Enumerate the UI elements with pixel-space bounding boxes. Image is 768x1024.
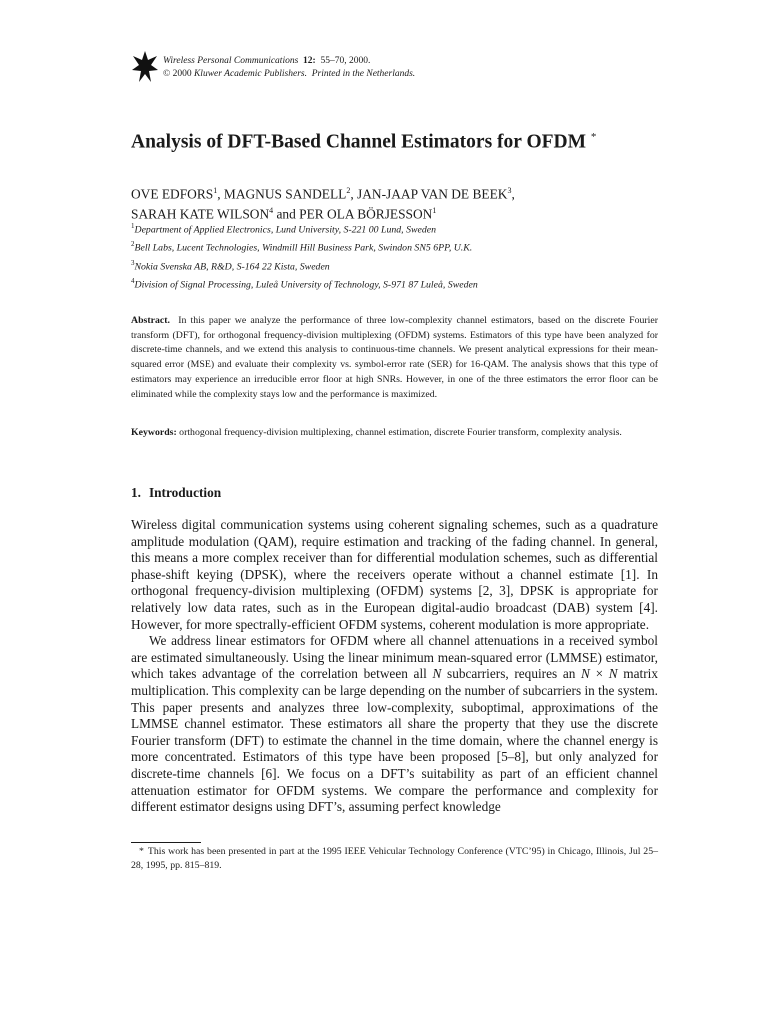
journal-header	[163, 55, 415, 81]
printed-note: Printed in the Netherlands.	[311, 69, 416, 79]
abstract-label: Abstract.	[131, 315, 170, 326]
paragraph: Wireless digital communication systems using coherent signaling schemes, such as a quadrature amplitude modulation (QAM), require estimation and tracking of the fading channel. In general, this means a more complex receiver than for differential modulation schemes, such as differential phase-shift keying (DPSK), where the receivers operate without a channel estimate [1]. In orthogonal frequency-division multiplexing (OFDM) systems [2, 3], DPSK is appropriate for relatively low data rates, such as in the European digital-audio broadcast (DAB) system [4]. However, for more spectrally-efficient OFDM systems, coherent modulation is more appropriate.	[131, 517, 658, 632]
author-name: JAN-JAAP VAN DE BEEK	[357, 186, 508, 202]
journal-volume: 12:	[303, 56, 316, 66]
copyright-line	[163, 68, 415, 81]
keywords	[131, 426, 658, 441]
math-symbol: N	[581, 666, 590, 682]
journal-name: Wireless Personal Communications	[163, 56, 299, 66]
author-affil-mark: 3	[507, 186, 512, 195]
author-separator: ,	[511, 186, 515, 202]
title-footnote-mark: *	[590, 131, 597, 143]
paper-title	[131, 131, 596, 154]
affiliation-mark: 4	[131, 276, 135, 285]
footnote-divider	[131, 842, 201, 843]
keywords-text: orthogonal frequency-division multiplexing, channel estimation, discrete Fourier transform, complexity analysis.	[179, 427, 622, 438]
affiliation-mark: 1	[131, 222, 135, 230]
publisher-logo-icon	[131, 50, 159, 84]
affiliation-list	[131, 219, 478, 292]
author-name: OVE EDFORS	[131, 186, 214, 202]
affiliation-mark: 2	[131, 240, 135, 249]
affiliation-text: Division of Signal Processing, Luleå University of Technology, S-971 87 Luleå, Sweden	[134, 279, 478, 291]
section-number: 1.	[131, 485, 141, 500]
paragraph-text: We address linear estimators for OFDM where all channel attenuations in a received symbol are estimated simultaneously. Using the linear minimum mean-squared error (LMMSE) estimator, which takes advantage of the correlation between all	[131, 633, 658, 682]
paragraph	[131, 633, 658, 816]
author-name: SARAH KATE WILSON	[131, 206, 270, 222]
abstract	[131, 314, 658, 402]
paragraph-text: subcarriers, requires an	[441, 666, 582, 682]
footnote-mark: *	[139, 846, 144, 857]
journal-citation-line	[163, 55, 415, 68]
section-heading	[131, 485, 221, 501]
affiliation-text: Bell Labs, Lucent Technologies, Windmill Hill Business Park, Swindon SN5 6PP, U.K.	[134, 242, 473, 254]
author-separator: and	[273, 206, 300, 222]
author-affil-mark: 1	[213, 186, 218, 195]
affiliation-item	[131, 256, 478, 274]
paragraph-text: matrix multiplication. This complexity can be large depending on the number of subcarriers in the system. This paper presents and analyzes three low-complexity, suboptimal, approximations of the LMMSE channel estimator. These estimators all share the property that they use the discrete Fourier transform (DFT) to estimate the channel in the time domain, where the channel energy is more concentrated. Estimators of this type have been proposed [5–8], but only analyzed for discrete-time channels [6]. We focus on a DFT’s suitability as part of an efficient channel attenuation estimator for OFDM systems. We compare the performance and complexity for different estimator designs using DFT’s, assuming perfect knowledge	[131, 666, 658, 815]
author-name: PER OLA BÖRJESSON	[299, 206, 433, 222]
affiliation-text: Department of Applied Electronics, Lund University, S-221 00 Lund, Sweden	[134, 224, 436, 236]
author-affil-mark: 2	[346, 186, 351, 195]
author-line-1	[131, 182, 515, 202]
affiliation-item	[131, 219, 478, 237]
body-text	[131, 517, 658, 816]
math-operator: ×	[589, 666, 609, 682]
math-symbol: N	[432, 666, 442, 682]
affiliation-item	[131, 237, 478, 255]
abstract-text: In this paper we analyze the performance of three low-complexity channel estimators, based on the discrete Fourier transform (DFT), for orthogonal frequency-division multiplexing (OFDM) systems. Estimators of this type have been analyzed for discrete-time channels, and we extend this analysis to continuous-time channels. We present analytical expressions for their mean-squared error (MSE) and evaluate their complexity vs. symbol-error rate (SER) for 16-QAM. The analysis shows that this type of estimators may experience an irreducible error floor at high SNRs. However, in one of the three estimators the error floor can be eliminated while the complexity stays low and the performance is maximized.	[131, 315, 658, 400]
math-symbol: N	[608, 666, 618, 682]
author-list	[131, 182, 515, 223]
affiliation-item	[131, 274, 478, 292]
author-name: MAGNUS SANDELL	[223, 186, 347, 202]
author-affil-mark: 1	[432, 206, 437, 216]
author-separator: ,	[350, 186, 358, 202]
paper-title-text: Analysis of DFT-Based Channel Estimators for OFDM	[131, 131, 587, 153]
copyright-year: 2000	[172, 69, 192, 79]
affiliation-text: Nokia Svenska AB, R&D, S-164 22 Kista, Sweden	[134, 260, 330, 272]
author-separator: ,	[217, 186, 224, 202]
publisher-name: Kluwer Academic Publishers.	[193, 69, 307, 79]
footnote	[131, 845, 658, 873]
journal-pages: 55–70, 2000.	[320, 56, 371, 66]
affiliation-mark: 3	[131, 258, 135, 267]
section-title: Introduction	[148, 485, 222, 500]
author-affil-mark: 4	[269, 206, 274, 216]
footnote-text: This work has been presented in part at the 1995 IEEE Vehicular Technology Conference (VTC’95) in Chicago, Illinois, Jul 25–28, 1995, pp. 815–819.	[131, 846, 658, 871]
copyright-symbol: ©	[163, 69, 171, 79]
keywords-label: Keywords:	[131, 427, 177, 438]
